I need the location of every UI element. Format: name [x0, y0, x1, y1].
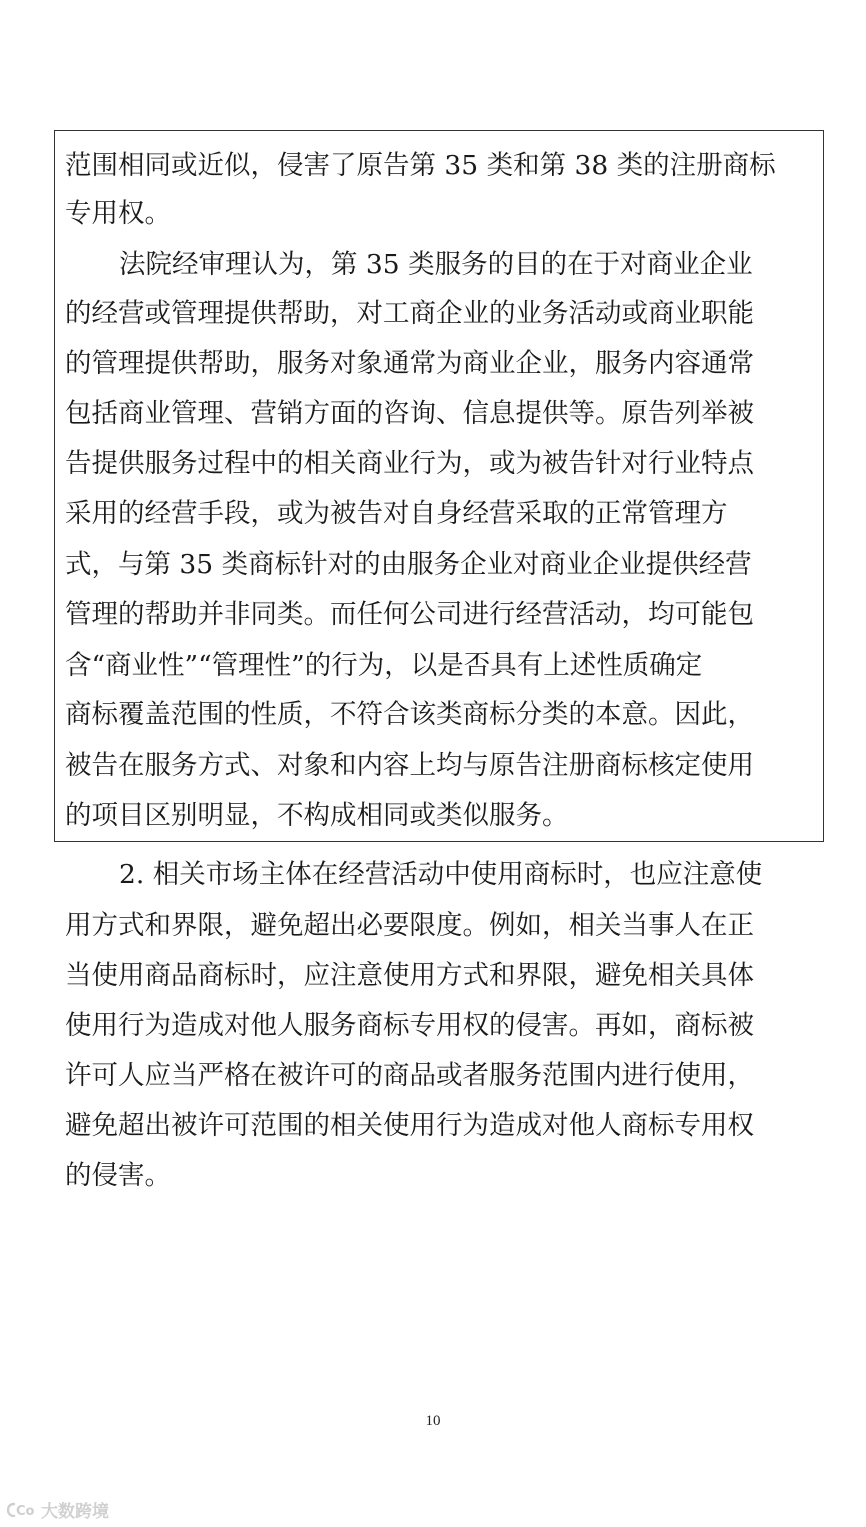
- body-line-4: 使用行为造成对他人服务商标专用权的侵害。再如，商标被: [65, 1010, 754, 1041]
- body-line-7: 的侵害。: [65, 1160, 171, 1191]
- boxed-line-3: 法院经审理认为，第 35 类服务的目的在于对商业企业: [119, 249, 753, 280]
- watermark-logo-icon: [6, 1501, 38, 1519]
- boxed-line-7: 告提供服务过程中的相关商业行为，或为被告针对行业特点: [65, 448, 754, 479]
- svg-text:Co: Co: [16, 1503, 35, 1519]
- boxed-line-10: 管理的帮助并非同类。而任何公司进行经营活动，均可能包: [65, 599, 754, 630]
- boxed-line-11: 含“商业性”“管理性”的行为，以是否具有上述性质确定: [65, 650, 703, 681]
- watermark-text: 大数跨境: [41, 1502, 109, 1522]
- page-number: 10: [425, 1413, 441, 1429]
- body-line-1: 2. 相关市场主体在经营活动中使用商标时，也应注意使: [119, 859, 763, 890]
- boxed-line-9: 式，与第 35 类商标针对的由服务企业对商业企业提供经营: [65, 549, 752, 580]
- boxed-line-4: 的经营或管理提供帮助，对工商企业的业务活动或商业职能: [65, 298, 754, 329]
- boxed-line-8: 采用的经营手段，或为被告对自身经营采取的正常管理方: [65, 498, 728, 529]
- boxed-line-5: 的管理提供帮助，服务对象通常为商业企业，服务内容通常: [65, 348, 754, 379]
- boxed-line-1: 范围相同或近似，侵害了原告第 35 类和第 38 类的注册商标: [65, 150, 776, 181]
- body-line-2: 用方式和界限，避免超出必要限度。例如，相关当事人在正: [65, 910, 754, 941]
- boxed-line-13: 被告在服务方式、对象和内容上均与原告注册商标核定使用: [65, 750, 754, 781]
- boxed-case-excerpt: [54, 130, 824, 842]
- watermark: [6, 1497, 109, 1522]
- boxed-line-12: 商标覆盖范围的性质，不符合该类商标分类的本意。因此，: [65, 699, 754, 730]
- body-line-3: 当使用商品商标时，应注意使用方式和界限，避免相关具体: [65, 960, 754, 991]
- boxed-line-6: 包括商业管理、营销方面的咨询、信息提供等。原告列举被: [65, 398, 754, 429]
- body-line-6: 避免超出被许可范围的相关使用行为造成对他人商标专用权: [65, 1110, 754, 1141]
- boxed-line-14: 的项目区别明显，不构成相同或类似服务。: [65, 800, 569, 831]
- body-line-5: 许可人应当严格在被许可的商品或者服务范围内进行使用，: [65, 1060, 754, 1091]
- boxed-line-2: 专用权。: [65, 198, 171, 229]
